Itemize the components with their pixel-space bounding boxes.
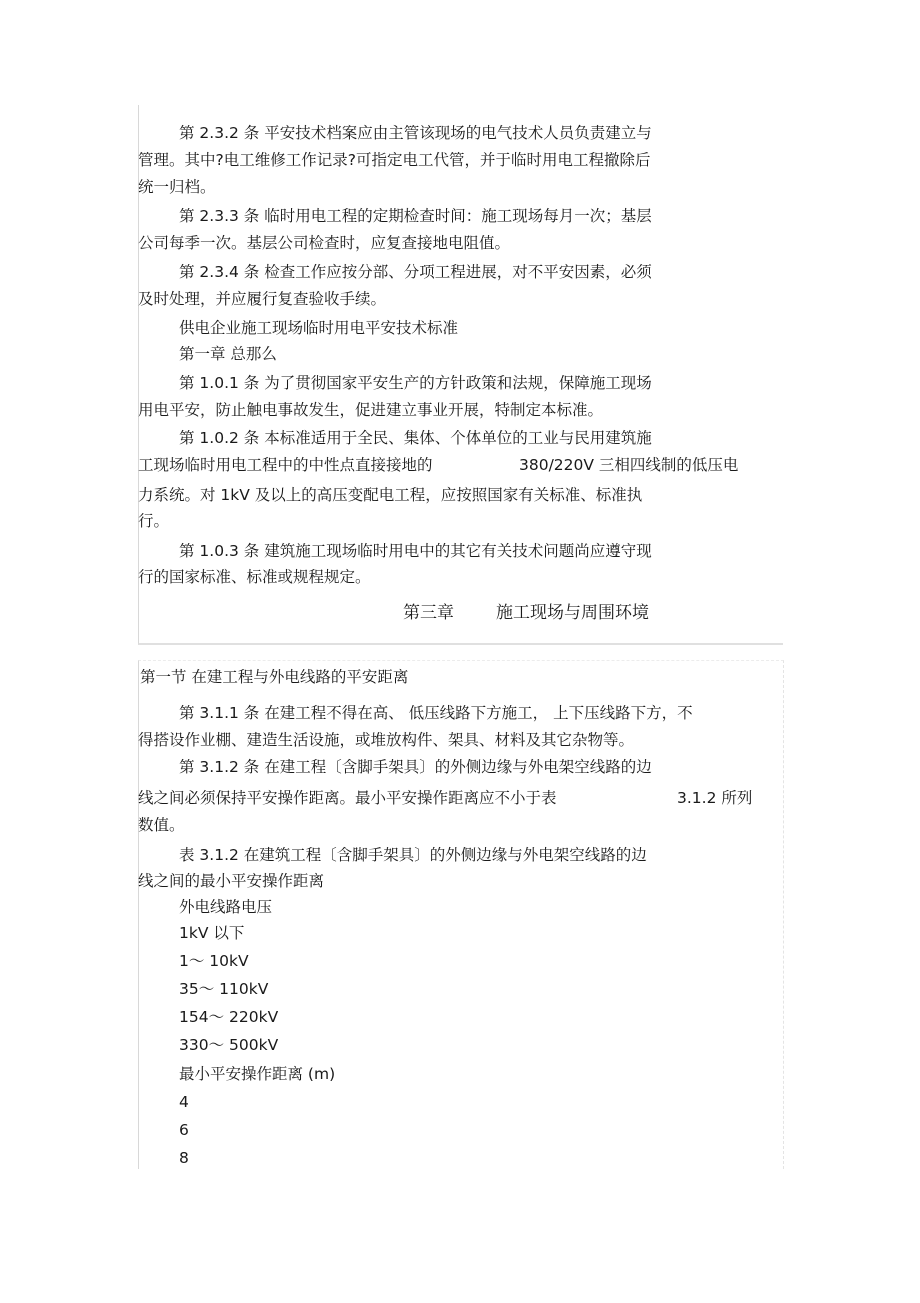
voltage-item: 154～ 220kV	[179, 1008, 279, 1026]
clause-1-0-2-line-2-tail: 380/220V 三相四线制的低压电	[519, 456, 739, 474]
voltage-item: 1～ 10kV	[179, 952, 249, 970]
clause-1-0-1-line-2: 用电平安，防止触电事故发生，促进建立事业开展，特制定本标准。	[138, 401, 604, 419]
voltage-header: 外电线路电压	[179, 898, 273, 916]
clause-1-0-1-line-1: 第 1.0.1 条 为了贯彻国家平安生产的方针政策和法规，保障施工现场	[179, 374, 652, 392]
clause-2-3-4-line-1: 第 2.3.4 条 检查工作应按分部、分项工程进展，对不平安因素，必须	[179, 263, 652, 281]
standard-title: 供电企业施工现场临时用电平安技术标准	[179, 319, 459, 337]
clause-1-0-2-line-4: 行。	[138, 512, 170, 530]
voltage-item: 35～ 110kV	[179, 980, 269, 998]
clause-1-0-2-line-3: 力系统。对 1kV 及以上的高压变配电工程，应按照国家有关标准、标准执	[138, 486, 643, 504]
clause-2-3-3-line-2: 公司每季一次。基层公司检查时，应复查接地电阻值。	[138, 234, 511, 252]
clause-2-3-2-line-3: 统一归档。	[138, 178, 216, 196]
voltage-item: 1kV 以下	[179, 924, 245, 942]
clause-3-1-2-line-2: 线之间必须保持平安操作距离。最小平安操作距离应不小于表	[138, 789, 557, 807]
clause-1-0-2-line-2: 工现场临时用电工程中的中性点直接接地的	[138, 456, 433, 474]
clause-3-1-1-line-2: 得搭设作业棚、建造生活设施，或堆放构件、架具、材料及其它杂物等。	[138, 731, 635, 749]
table-caption-line-1: 表 3.1.2 在建筑工程〔含脚手架具〕的外侧边缘与外电架空线路的边	[179, 846, 647, 864]
clause-1-0-3-line-1: 第 1.0.3 条 建筑施工现场临时用电中的其它有关技术问题尚应遵守现	[179, 542, 652, 560]
clause-3-1-2-line-2-tail: 3.1.2 所列	[677, 789, 753, 807]
chapter-1-heading: 第一章 总那么	[179, 345, 277, 363]
clause-2-3-4-line-2: 及时处理，并应履行复查验收手续。	[138, 290, 387, 308]
clause-2-3-3-line-1: 第 2.3.3 条 临时用电工程的定期检查时间：施工现场每月一次；基层	[179, 207, 652, 225]
section-1-heading: 第一节 在建工程与外电线路的平安距离	[140, 668, 409, 686]
chapter-3-title: 施工现场与周围环境	[496, 603, 649, 623]
clause-2-3-2-line-1: 第 2.3.2 条 平安技术档案应由主管该现场的电气技术人员负责建立与	[179, 124, 652, 142]
clause-3-1-2-line-1: 第 3.1.2 条 在建工程〔含脚手架具〕的外侧边缘与外电架空线路的边	[179, 758, 652, 776]
clause-2-3-2-line-2: 管理。其中?电工维修工作记录?可指定电工代管，并于临时用电工程撤除后	[138, 151, 651, 169]
clause-3-1-1-line-1: 第 3.1.1 条 在建工程不得在高、 低压线路下方施工， 上下压线路下方，不	[179, 704, 693, 722]
clause-3-1-2-line-3: 数值。	[138, 816, 185, 834]
table-caption-line-2: 线之间的最小平安操作距离	[138, 872, 325, 890]
clause-1-0-3-line-2: 行的国家标准、标准或规程规定。	[138, 568, 371, 586]
distance-item: 8	[179, 1149, 189, 1167]
chapter-3-number: 第三章	[403, 603, 454, 623]
distance-item: 6	[179, 1121, 189, 1139]
voltage-item: 330～ 500kV	[179, 1036, 279, 1054]
clause-1-0-2-line-1: 第 1.0.2 条 本标准适用于全民、集体、个体单位的工业与民用建筑施	[179, 429, 652, 447]
distance-item: 4	[179, 1093, 189, 1111]
distance-header: 最小平安操作距离 (m)	[179, 1065, 336, 1083]
